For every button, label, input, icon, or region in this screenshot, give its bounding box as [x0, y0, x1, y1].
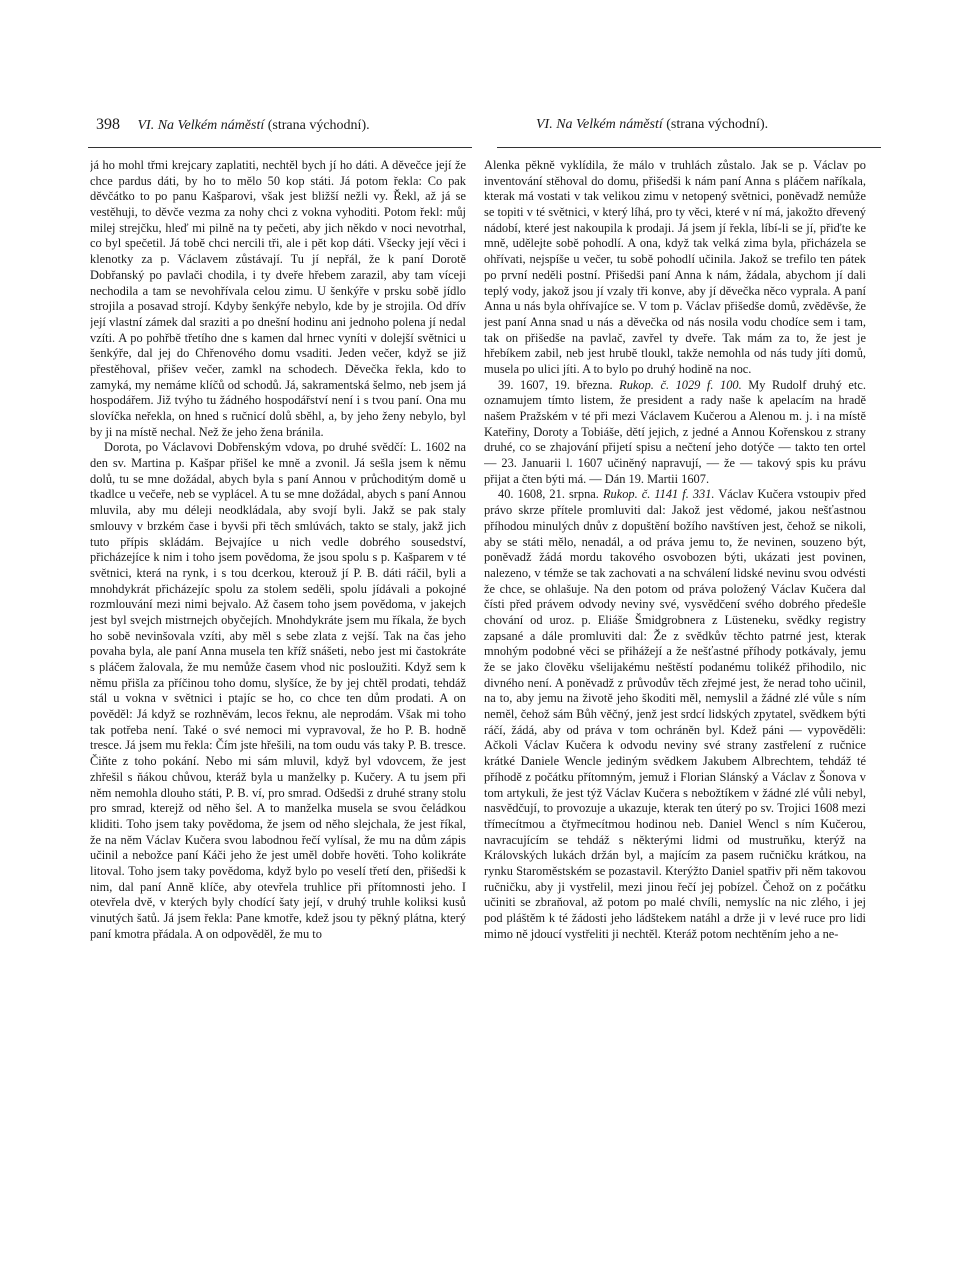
record-39: [484, 378, 866, 488]
page-number: 398: [96, 116, 120, 133]
record-39-number: 39. 1607, 19. března.: [498, 377, 613, 392]
record-39-text: My Rudolf druhý etc. oznamujem tímto listem, že president a rady naše k apelacím na hradě našem Pražském v té při mezi Václavem Kučerou a Alenou m. j. i na místě Kateřiny, Doroty a Tobiáše, dětí jejich, z jedné a Annou Kořenskou z strany druhé, co se zhajování přijetí spisu a nečtení jeho dotýče — takto ten ortel — 23. Januarii l. 1607 učiněný napravují, — že — takový spis ku právu přijat a čten býti má. — Dán 19. Martii 1607.: [484, 377, 866, 486]
running-head-right: [536, 116, 768, 134]
record-39-reference: Rukop. č. 1029 f. 100.: [619, 377, 742, 392]
running-head-left-title: VI. Na Velkém náměstí: [137, 118, 265, 133]
running-head-right-title: VI. Na Velkém náměstí: [536, 117, 663, 132]
running-head-right-subtitle: (strana východní).: [666, 117, 769, 132]
record-40-reference: Rukop. č. 1141 f. 331.: [602, 487, 715, 502]
left-paragraph-continued: já ho mohl třmi krejcary zaplatiti, nechtěl bych jí ho dáti. A děvečce její že chce pardus dáti, by ho to mělo 50 kop státi. Já potom řekla: Co pak děvčátko to po panu Kašparovi, však jest bližší nežli vy. Řekl, až já se vestěhuji, to děvče vezma za nohy chci z vokna vyhoditi. Potom řekl: můj milej strejčku, hleď mi pilně na ty pečeti, aby jich někdo v noci nevotrhal, co byl spečetil. Já tobě chci nercili tři, ale i pět kop dáti. Všecky její věci i klenotky za p. Václavem zůstávají. Tu jí nepřál, že k paní Dorotě Dobřanský po pavlači chodila, i ty dveře hřebem zarazil, aby tam víceji nechodila a tam se nevohřívala celou zimu. U šenkýře v prsku sobě jídlo strojila a posavad strojí. Kdyby šenkýře nebylo, kde by je strojila. Od dřív její vlastní zámek dal sraziti a po dnešní hodinu ani jednoho polena jí nedal vzíti. A po pohřbě třetího dne s kamen dal hrnec vyníti v dolejší světnici u šenkýře, dal jej do Chřenového domu vsaditi. Jeden večer, když se již přestěhoval, přišev večer, zamkl na schodech. Děvečka řekla, kdo to zamyká, my nemáme klíčů od schodů. Já, sakramentská šelmo, neb jsem já hospodářem. Již tvýho tu žádného hospodářství není i s tvou paní. Ona mu slovíčka neřekla, on hned s ručnicí dolů sběhl, a, by jeho ženy nebylo, byl by ji na místě nechal. Než že jeho žena bránila.: [90, 158, 466, 439]
header-rule-left: [88, 147, 472, 148]
record-40-number: 40. 1608, 21. srpna.: [498, 487, 599, 502]
left-paragraph-dorota-testimony: Dorota, po Václavovi Dobřenským vdova, po druhé svědčí: L. 1602 na den sv. Martina p. Kašpar přišel ke mně a zvonil. Já sešla jsem k němu dolů, tu se mne dožádal, abych byla s paní Annou v průchoditým domě u tkadlce u večeře, neb se vyplácel. A tu se mne dožádal, abych s paní Annou mluvila, aby mu déleji neodkládala, aby svojí byli. Jakž se pak staly smlouvy v brzkém čase i byvši při těch smlúvách, takto se staly, jakž jich tuto přípis skládám. Bejvajíce u nich vedle dobrého sousedství, přicházejíce k nim i toho jsem povědoma, že jsou spolu s p. Kašparem v té světnici, která na rynk, i s tou dcerkou, kterouž jí P. B. dáti ráčil, byli a mnohdykrát přicházejíc spolu za stolem seděli, spolu jídávali a pokojné rozmlouvání mezi nimi bejvalo. Až časem toho jsem povědoma, v jakejch jest byl svejch mistrnejch obyčejích. Mnohdykráte jsem mu říkala, že bych ho sobě nevinšovala vzíti, aby měl s sebe zlata z vejší. Tak na čas jeho povaha byla, ale paní Anna musela ten kříž snášeti, nebo jest mi častokráte s pláčem žalovala, že mu nemůže časem vhod nic posloužiti. Když sem k němu přišla za příčinou toho domu, slyšíce, že by jej chtěl prodati, tehdáž stál u vokna v světnici i ptajíc se ho, co chce ten dům prodati. A on pověděl: Já když se rozhněvám, lecos řeknu, ale neprodám. Však mi toho tak potřeba není. Také o své nemoci mi vypravoval, že ho P. B. hodně tresce. Já jsem mu řekla: Čím jste hřešili, na tom oudu vás taky P. B. tresce. Čiňte z toho pokání. Nebo mi sám mluvil, když byl vdovcem, že jest zhřešil s ňákou chůvou, kteráž byla u manželky p. Kučery. A tu jsem při něm nemohla dlouho státi, P. B. ví, pro smrad. Odšedši z druhé strany stolu pro smrad, kterejž od něho šel. A to manželka musela se svou čeládkou kliditi. Toho jsem taky povědoma, že jsem od něho slejchala, že jest říkal, že na něm Václav Kučera svou labodnou řečí vylísal, že mu na dům zápis učinil a nebožce paní Káči jeho že jest uměl dobře hověti. Toho kolikráte litoval. Toho jsem taky povědoma, když bylo po veselí třetí den, přišedši k nim, dal paní Anně klíče, aby otevřela truhlice při přítomnosti jeho. I otevřela dvě, v kterých byly chodící šaty její, v druhý truhle koliksi kusů vinutých šatů. Já jsem řekla: Pane kmotře, kdež jsou ty pěkný plátna, který paní kmotra přádala. A on odpověděl, že mu to: [90, 440, 466, 941]
header-rule-right: [497, 147, 881, 148]
running-head-left: [96, 116, 370, 135]
record-40: [484, 487, 866, 942]
right-column: [484, 158, 866, 942]
running-head-left-subtitle: (strana východní).: [267, 118, 370, 133]
left-column: [90, 158, 466, 1228]
record-40-text: Václav Kučera vstoupiv před právo skrze přítele promluviti dal: Jakož jest vědomé, jakou nešťastnou příhodou minulých dnův z dopuštění božího navštíven jest, čehož se nikoli, aby se státi mělo, nenadál, a od práva jemu to, že nevinen, souzeno být, poněvadž žádá mordu takového osvobozen býti, ukázati jest povinen, nalezeno, v témže se tak zachovati a na schválení lidské nevinu svou odvésti že chce, se ohlašuje. Na den potom od práva položený Václav Kučera dal čísti před právem odvody neviny své, vysvědčení svého dobrého předešle chování od uroz. p. Eliáše Šmidgrobnera z Lüsteneku, svědky registry zapsané a dále promluviti dal: Že z svědkův těchto patrné jest, kterak mnohým podobné věci se přihážejí a že nešťastné příhody potkávaly, jemu že se jako člověku všelijakému neštěstí podanému tolikéž přihodilo, nic divného není. A poněvadž z průvodův těch zřejmé jest, že nerad toho učinil, na to, aby jemu na životě jeho škoditi měl, nemyslil a žádné zlé vůle s ním neměl, čehož sám Bůh věčný, jenž jest srdcí lidských zpytatel, svědkem býti ráčí, žádá, aby od práva v tom ochráněn byl. Kdež páni — vypověděli: Ačkoli Václav Kučera k odvodu neviny své strany zastřelení z ručnice krátké Daniele Wencle jediným svědkem Jakubem Albrechtem, tehdáž té příhodě z počátku přítomným, jemuž i Florian Slánský a Václav z Šonova v tom artykuli, že jest týž Václav Kučera s nebožtíkem v žádné zlé vůli nebyl, nasvědčují, to provozuje a ukazuje, kterak ten úterý po sv. Trojici 1608 mezi třímecítmou a čtyřmecítmou hodinou neb. Daniel Wencl s ním Kučerou, navracujícím se tehdáž s některými lidmi od mustruňku, kterýž na Královských lukách držán byl, a majícím za pasem ručničku krátkou, na rynku Staroměstském se pozastavil. Kterýžto Daniel spatřiv při něm takovou ručničku, aby ji vystřelil, mezi jinou řečí jej pobízel. Čehož on z počátku učiniti se zbraňoval, až potom po malé chvíli, nemyslíc na nic zlého, i jej pod pláštěm k té žádosti jeho ládštekem natáhl a drže ji v levé ruce pro lidi mimo ně jdoucí vystřeliti ji nechtěl. Kteráž potom nechtěním jeho a ne-: [484, 487, 866, 941]
right-paragraph-continued: Alenka pěkně vyklídila, že málo v truhlách zůstalo. Jak se p. Václav po inventování stěhoval do domu, přišedši k nám paní Anna s pláčem naříkala, kterak má vostati v tak velikou zimu v netopený světnici, poněvadž nemůže se topiti v té světnici, v který líhá, pro ty věci, které v ní má, jakožto dřevený nádobí, které jest nakoupila k prodaji. Já jsem jí řekla, líbí-li se jí, přiďte ke mně, udělejte sobě pohodlí. A ona, když tak velká zima byla, přicházela se ohřívati, nejspíše u večer, tu sobě pohodlí učinila. Jakož se trefilo ten pátek po první neděli postní. Přišedši paní Anna k nám, žádala, abychom jí dali teplý vody, jakož jsou jí vzaly tři konve, aby jí děvečka něco vyprala. A paní Anna u nás byla ohřívajíce se. V tom p. Václav přišedše domů, zvěděvše, že jest paní Anna snad u nás a děvečka od nás nosila vodu chodíce sem i tam, tak on přišedše na pavlač, zavřel ty dveře. Tak mám za to, že jest je hřebíkem zabil, neb jest hrubě tloukl, takže nemohla od nás tudy jíti domů, musela po ulici jíti. A to bylo po druhý hodině na noc.: [484, 158, 866, 376]
